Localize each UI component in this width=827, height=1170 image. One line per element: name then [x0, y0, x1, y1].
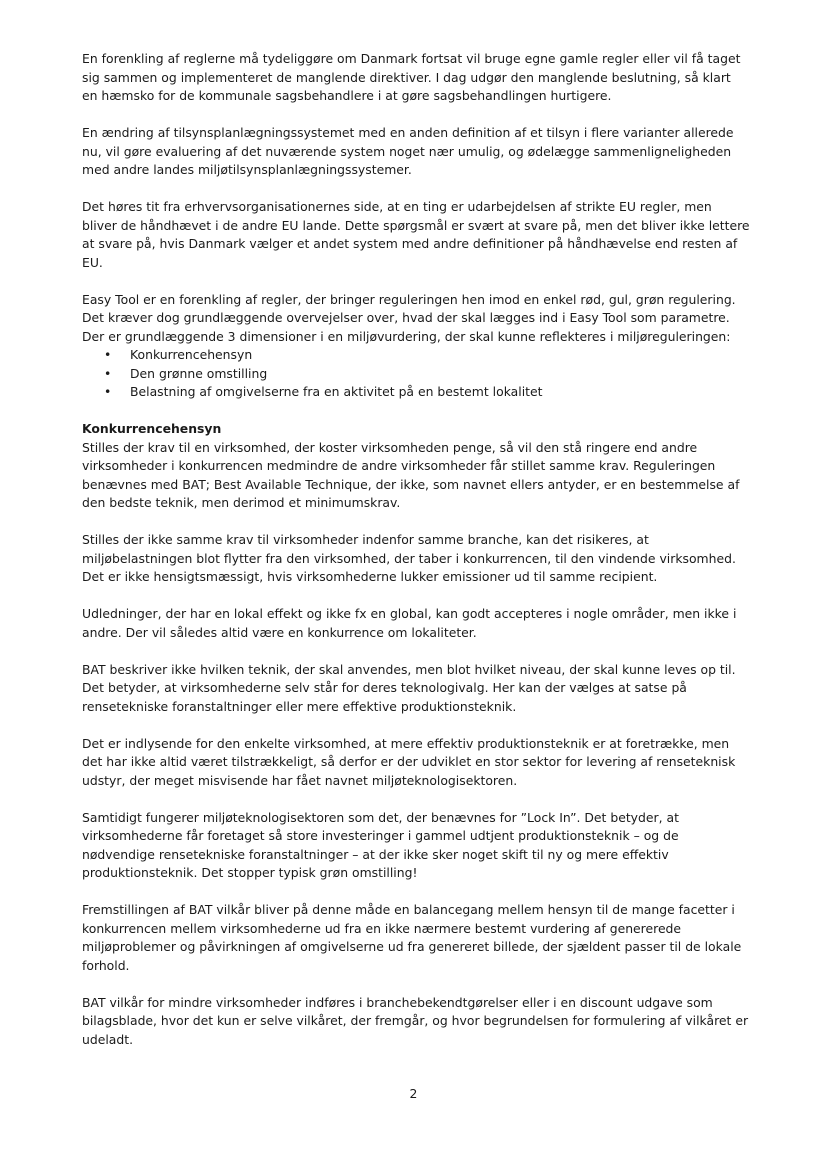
document-body: [82, 50, 750, 1049]
bullet-icon: •: [104, 384, 112, 399]
paragraph: Samtidigt fungerer miljøteknologisektoren som det, der benævnes for ”Lock In”. Det betyder, at virksomhederne får foretaget så store investeringer i gammel udtjent produktionsteknik – og de nødvendige rensetekniske foranstaltninger – at der ikke sker noget skift til ny og mere effektiv produktionsteknik. Det stopper typisk grøn omstilling!: [82, 809, 679, 880]
paragraph: Easy Tool er en forenkling af regler, der bringer reguleringen hen imod en enkel rød, gul, grøn regulering. Det kræver dog grundlæggende overvejelser over, hvad der skal lægges ind i Easy Tool som parametre. Der er grundlæggende 3 dimensioner i en miljøvurdering, der skal kunne reflekteres i miljøreguleringen:: [82, 291, 736, 344]
list-item: [82, 346, 750, 365]
bullet-icon: •: [104, 347, 112, 362]
paragraph: BAT beskriver ikke hvilken teknik, der skal anvendes, men blot hvilket niveau, der skal kunne leves op til. Det betyder, at virksomhederne selv står for deres teknologivalg. Her kan der vælges at satse på rensetekniske foranstaltninger eller mere effektive produktionsteknik.: [82, 661, 736, 714]
list-item-text: Belastning af omgivelserne fra en aktivitet på en bestemt lokalitet: [130, 384, 543, 399]
page-number: 2: [409, 1086, 418, 1101]
paragraph: Det høres tit fra erhvervsorganisationernes side, at en ting er udarbejdelsen af strikte EU regler, men bliver de håndhævet i de andre EU lande. Dette spørgsmål er svært at svare på, men det bliver ikke lettere at svare på, hvis Danmark vælger et andet system med andre definitioner på håndhævelse end resten af EU.: [82, 199, 750, 270]
list-item: [82, 365, 750, 384]
paragraph: BAT vilkår for mindre virksomheder indføres i branchebekendtgørelser eller i en discount udgave som bilagsblade, hvor det kun er selve vilkåret, der fremgår, og hvor begrundelsen for formulering af vilkåret er udeladt.: [82, 994, 749, 1047]
paragraph: Stilles der ikke samme krav til virksomheder indenfor samme branche, kan det risikeres, at miljøbelastningen blot flytter fra den virksomhed, der taber i konkurrencen, til den vindende virksomhed. Det er ikke hensigtsmæssigt, hvis virksomhederne lukker emissioner ud til samme recipient.: [82, 532, 736, 584]
paragraph: En ændring af tilsynsplanlægningssystemet med en anden definition af et tilsyn i flere varianter allerede nu, vil gøre evaluering af det nuværende system noget nær umulig, og ødelægge sammenligneligheden med andre landes miljøtilsynsplanlægningssystemer.: [82, 125, 734, 177]
bullet-list: [82, 346, 750, 402]
list-item-text: Den grønne omstilling: [130, 365, 268, 381]
paragraph: Udledninger, der har en lokal effekt og ikke fx en global, kan godt accepteres i nogle områder, men ikke i andre. Der vil således altid være en konkurrence om lokaliteter.: [82, 606, 737, 640]
paragraph: Stilles der krav til en virksomhed, der koster virksomheden penge, så vil den stå ringere end andre virksomheder i konkurrencen medmindre de andre virksomheder får stillet samme krav. Reguleringen benævnes med BAT; Best Available Technique, der ikke, som navnet ellers antyder, er en bestemmelse af den bedste teknik, men derimod et minimumskrav.: [82, 439, 740, 510]
paragraph: Fremstillingen af BAT vilkår bliver på denne måde en balancegang mellem hensyn til de mange facetter i konkurrencen mellem virksomhederne ud fra en ikke nærmere bestemt vurdering af genererede miljøproblemer og påvirkningen af omgivelserne ud fra genereret billede, der sjældent passer til de lokale forhold.: [82, 902, 742, 973]
paragraph: Det er indlysende for den enkelte virksomhed, at mere effektiv produktionsteknik er at foretrække, men det har ikke altid været tilstrækkeligt, så derfor er der udviklet en stor sektor for levering af renseteknisk udstyr, der meget misvisende har fået navnet miljøteknologisektoren.: [82, 735, 736, 788]
paragraph: En forenkling af reglerne må tydeliggøre om Danmark fortsat vil bruge egne gamle regler eller vil få taget sig sammen og implementeret de manglende direktiver. I dag udgør den manglende beslutning, så klart en hæmsko for de kommunale sagsbehandlere i at gøre sagsbehandlingen hurtigere.: [82, 51, 741, 103]
section-heading: Konkurrencehensyn: [82, 421, 222, 436]
list-item: [82, 383, 750, 402]
list-item-text: Konkurrencehensyn: [130, 347, 253, 362]
bullet-icon: •: [104, 365, 112, 381]
